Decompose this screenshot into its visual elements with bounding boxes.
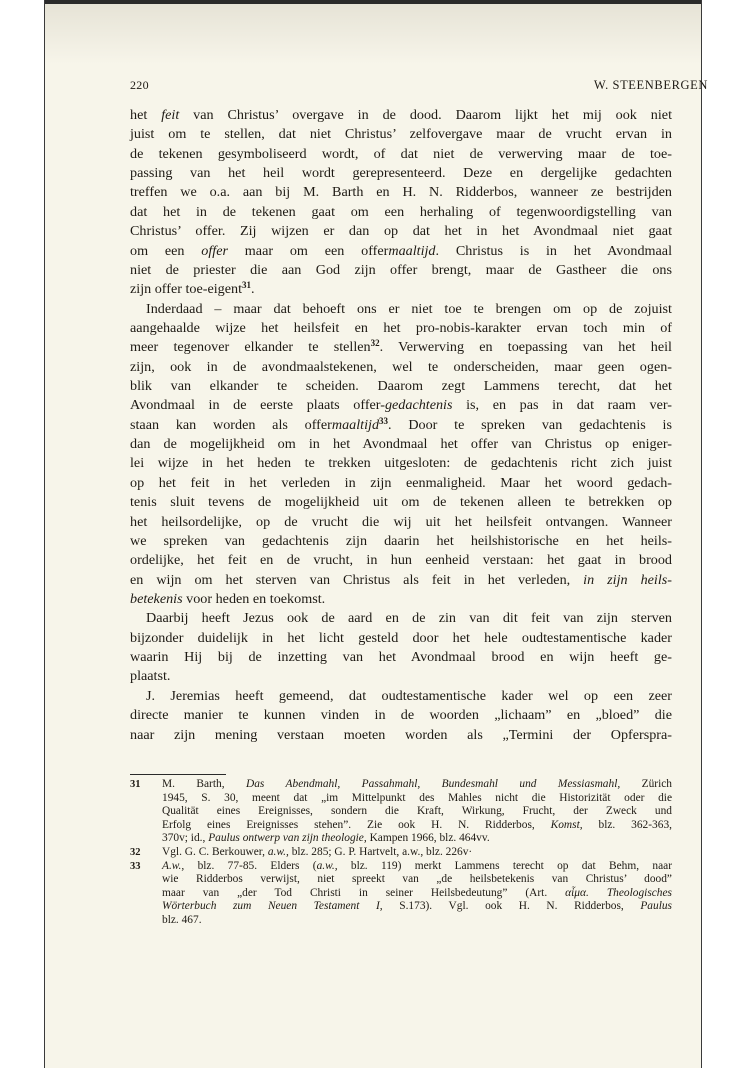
text-run: . — [251, 281, 255, 298]
footnote-line — [162, 860, 672, 874]
text-run: Qualität eines Ereignisses, sondern die Kraft, Wirkung, Frucht, der Zweck und — [162, 805, 672, 818]
text-line — [130, 145, 672, 164]
text-run: ordelijke, het feit en de vrucht, in hun eenheid verstaan: het gaat in brood — [130, 552, 672, 569]
text-run: . Verwerving en toepassing van het heil — [379, 339, 672, 356]
italic-text: maaltijd — [388, 242, 436, 259]
text-line — [130, 609, 672, 628]
text-run: de tekenen gesymboliseerd wordt, of dat niet de verwerving maar de toe- — [130, 145, 672, 162]
text-run: bijzonder duidelijk in het licht gesteld door het hele oudtestamentische kader — [130, 629, 672, 646]
italic-text: offer — [201, 242, 228, 259]
text-line — [130, 435, 672, 454]
text-run: Daarbij heeft Jezus ook de aard en de zin van dit feit van zijn sterven — [146, 610, 672, 627]
text-line — [130, 242, 672, 261]
italic-text: in zijn heils- — [583, 571, 673, 588]
text-run: J. Jeremias heeft gemeend, dat oudtestamentische kader wel op een zeer — [146, 687, 672, 704]
body-text — [130, 106, 672, 745]
italic-text: αἷμα. — [565, 886, 589, 899]
text-run: blz. 119) merkt Lammens terecht op dat Behm, naar — [337, 859, 672, 872]
text-line — [130, 706, 672, 725]
text-run: is, en pas in dat raam ver- — [452, 397, 672, 414]
text-run: Kampen 1966, blz. 464vv. — [366, 832, 490, 845]
footnote-number: 32 — [130, 846, 141, 858]
footnote-number: 31 — [130, 779, 141, 790]
text-run: niet de priester die aan God zijn offer brengt, maar de Gastheer die ons — [130, 261, 672, 278]
footnote-line — [162, 887, 672, 901]
text-run: op het feit in het verleden in zijn eenmaligheid. Maar het woord gedach- — [130, 474, 672, 491]
text-run: . Door te spreken van gedachtenis is — [388, 416, 672, 433]
text-run: tenis sluit tevens de mogelijkheid uit om de tekenen alleen te betrekken op — [130, 494, 672, 511]
italic-text: maaltijd — [331, 416, 380, 433]
text-run: blz. 285; G. P. Hartvelt, a.w., blz. 226v· — [288, 845, 473, 858]
text-line — [130, 203, 672, 222]
footnote-line — [162, 832, 672, 846]
footnote — [130, 778, 672, 846]
text-run: Erfolg eines Ereignisses stehen”. Zie ook H. N. Ridderbos, — [162, 818, 551, 831]
text-line — [130, 396, 672, 415]
text-line — [130, 513, 672, 532]
text-run: dan de mogelijkheid om in het Avondmaal het offer van Christus op eniger- — [130, 436, 672, 453]
text-line — [130, 222, 672, 241]
footnote-line — [162, 873, 672, 887]
text-line — [130, 300, 672, 319]
text-line — [130, 416, 672, 435]
text-line — [130, 338, 672, 357]
italic-text: betekenis — [130, 590, 183, 607]
text-line — [130, 106, 672, 125]
scan-shadow — [45, 4, 701, 64]
text-run: Avondmaal in de eerste plaats offer- — [130, 397, 385, 414]
footnote-number: 33 — [130, 860, 141, 872]
text-run: blz. 362-363, — [582, 818, 672, 831]
italic-text: A.w., — [162, 859, 185, 872]
text-run: M. Barth, — [162, 778, 246, 790]
text-line — [130, 493, 672, 512]
text-line — [130, 183, 672, 202]
text-run: waarin Hij bij de inzetting van het Avondmaal brood en wijn heeft ge- — [130, 649, 672, 666]
text-run: blz. 467. — [162, 913, 202, 926]
italic-text: Paulus ontwerp van zijn theologie, — [208, 832, 367, 845]
text-run: Inderdaad – maar dat behoeft ons er niet toe te brengen om op de zojuist — [146, 300, 672, 317]
running-author: W. STEENBERGEN — [593, 78, 708, 92]
text-line — [130, 590, 672, 609]
text-run: meer tegenover elkander te stellen — [130, 339, 371, 356]
italic-text: a.w., — [316, 859, 338, 872]
text-run: staan kan worden als offer — [130, 416, 332, 433]
text-run: juist om te stellen, dat niet Christus’ zelfovergave maar de vrucht ervan in — [130, 126, 672, 143]
text-run: 1945, S. 30, meent dat „im Mittelpunkt des Mahles nicht die Historizität oder die — [162, 791, 672, 804]
text-line — [130, 319, 672, 338]
text-run: directe manier te kunnen vinden in de woorden „lichaam” en „bloed” die — [130, 707, 672, 724]
text-run: voor heden en toekomst. — [182, 590, 326, 607]
text-line — [130, 551, 672, 570]
footnote-line — [162, 805, 672, 819]
text-run: . Christus is in het Avondmaal — [435, 242, 672, 259]
footnotes — [130, 778, 672, 928]
footnote — [130, 860, 672, 928]
footnote-line — [162, 792, 672, 806]
text-run: maar om een offer — [228, 242, 389, 259]
text-line — [130, 358, 672, 377]
text-line — [130, 280, 672, 299]
italic-text: gedachtenis — [384, 397, 453, 414]
text-run: van Christus’ overgave in de dood. Daarom lijkt het mij ook niet — [179, 107, 672, 123]
footnote-ref: 31 — [242, 280, 252, 291]
text-run: het heilsordelijke, op de vrucht die wij uit het heilsfeit ontvangen. Wanneer — [130, 513, 672, 530]
text-run: maar van „der Tod Christi in seiner Heilsbedeutung” (Art. — [162, 886, 566, 899]
footnote-line — [162, 846, 672, 860]
text-line — [130, 532, 672, 551]
text-run: we spreken van gedachtenis zijn daarin het heilshistorische en het heils- — [130, 532, 672, 549]
text-run: 370v; id., — [162, 832, 209, 845]
text-line — [130, 454, 672, 473]
text-run: naar zijn mening verstaan moeten worden als „Termini der Opferspra- — [130, 726, 672, 743]
italic-text: Das Abendmahl, Passahmahl, Bundesmahl und Messiasmahl, — [245, 778, 621, 790]
text-run: blz. 77-85. Elders ( — [184, 859, 317, 872]
text-run: om een — [130, 242, 202, 259]
footnote-line — [162, 900, 672, 914]
footnote-line — [162, 819, 672, 833]
text-run — [589, 887, 607, 899]
text-line — [130, 261, 672, 280]
text-line — [130, 687, 672, 706]
text-line — [130, 571, 672, 590]
italic-text: a.w., — [267, 845, 289, 858]
text-run: aangehaalde wijze het heilsfeit en het pro-nobis-karakter ervan toch min of — [130, 319, 672, 336]
text-run: lei wijze in het heden te trekken uitgesloten: de gedachtenis richt zich juist — [130, 455, 672, 472]
text-line — [130, 648, 672, 667]
text-run: passing van het heil wordt gerepresenteerd. Deze en dergelijke gedachten — [130, 165, 672, 182]
text-run: zijn offer toe-eigent — [130, 281, 243, 298]
text-run: S.173). Vgl. ook H. N. Ridderbos, — [382, 900, 641, 913]
text-line — [130, 125, 672, 144]
text-run: plaatst. — [130, 668, 171, 685]
footnote-line — [162, 914, 672, 928]
text-run: blik van elkander te scheiden. Daarom zegt Lammens terecht, dat het — [130, 378, 672, 395]
text-run: wie Ridderbos verwijst, niet spreekt van „de heilsbetekenis van Christus’ dood” — [162, 873, 672, 886]
italic-text: Paulus — [640, 900, 672, 913]
text-run: Christus’ offer. Zij wijzen er dan op dat het in het Avondmaal niet gaat — [130, 223, 672, 240]
footnote — [130, 846, 672, 860]
text-run: zijn, ook in de avondmaalstekenen, wel te onderscheiden, maar geen ogen- — [130, 358, 672, 375]
text-run: Zürich — [620, 778, 672, 790]
footnote-rule — [130, 774, 226, 775]
footnote-ref: 33 — [379, 415, 389, 426]
italic-text: feit — [161, 107, 180, 123]
text-run: treffen we o.a. aan bij M. Barth en H. N. Ridderbos, wanneer ze bestrijden — [130, 184, 672, 201]
footnote-line — [162, 778, 672, 792]
text-line — [130, 667, 672, 686]
text-run: en wijn om het sterven van Christus als feit in het verleden, — [130, 571, 584, 588]
text-line — [130, 629, 672, 648]
text-run: Vgl. G. C. Berkouwer, — [162, 845, 268, 858]
footnote-ref: 32 — [370, 338, 380, 349]
page-number: 220 — [130, 78, 149, 92]
text-line — [130, 726, 672, 745]
text-line — [130, 474, 672, 493]
text-run: het — [130, 107, 162, 123]
text-line — [130, 164, 672, 183]
italic-text: Theologisches — [606, 886, 672, 899]
italic-text: Wörterbuch zum Neuen Testament I, — [162, 900, 383, 913]
text-run: dat het in de tekenen gaat om een herhaling of tegenwoordigstelling van — [130, 203, 672, 220]
text-line — [130, 377, 672, 396]
italic-text: Komst, — [550, 818, 583, 831]
